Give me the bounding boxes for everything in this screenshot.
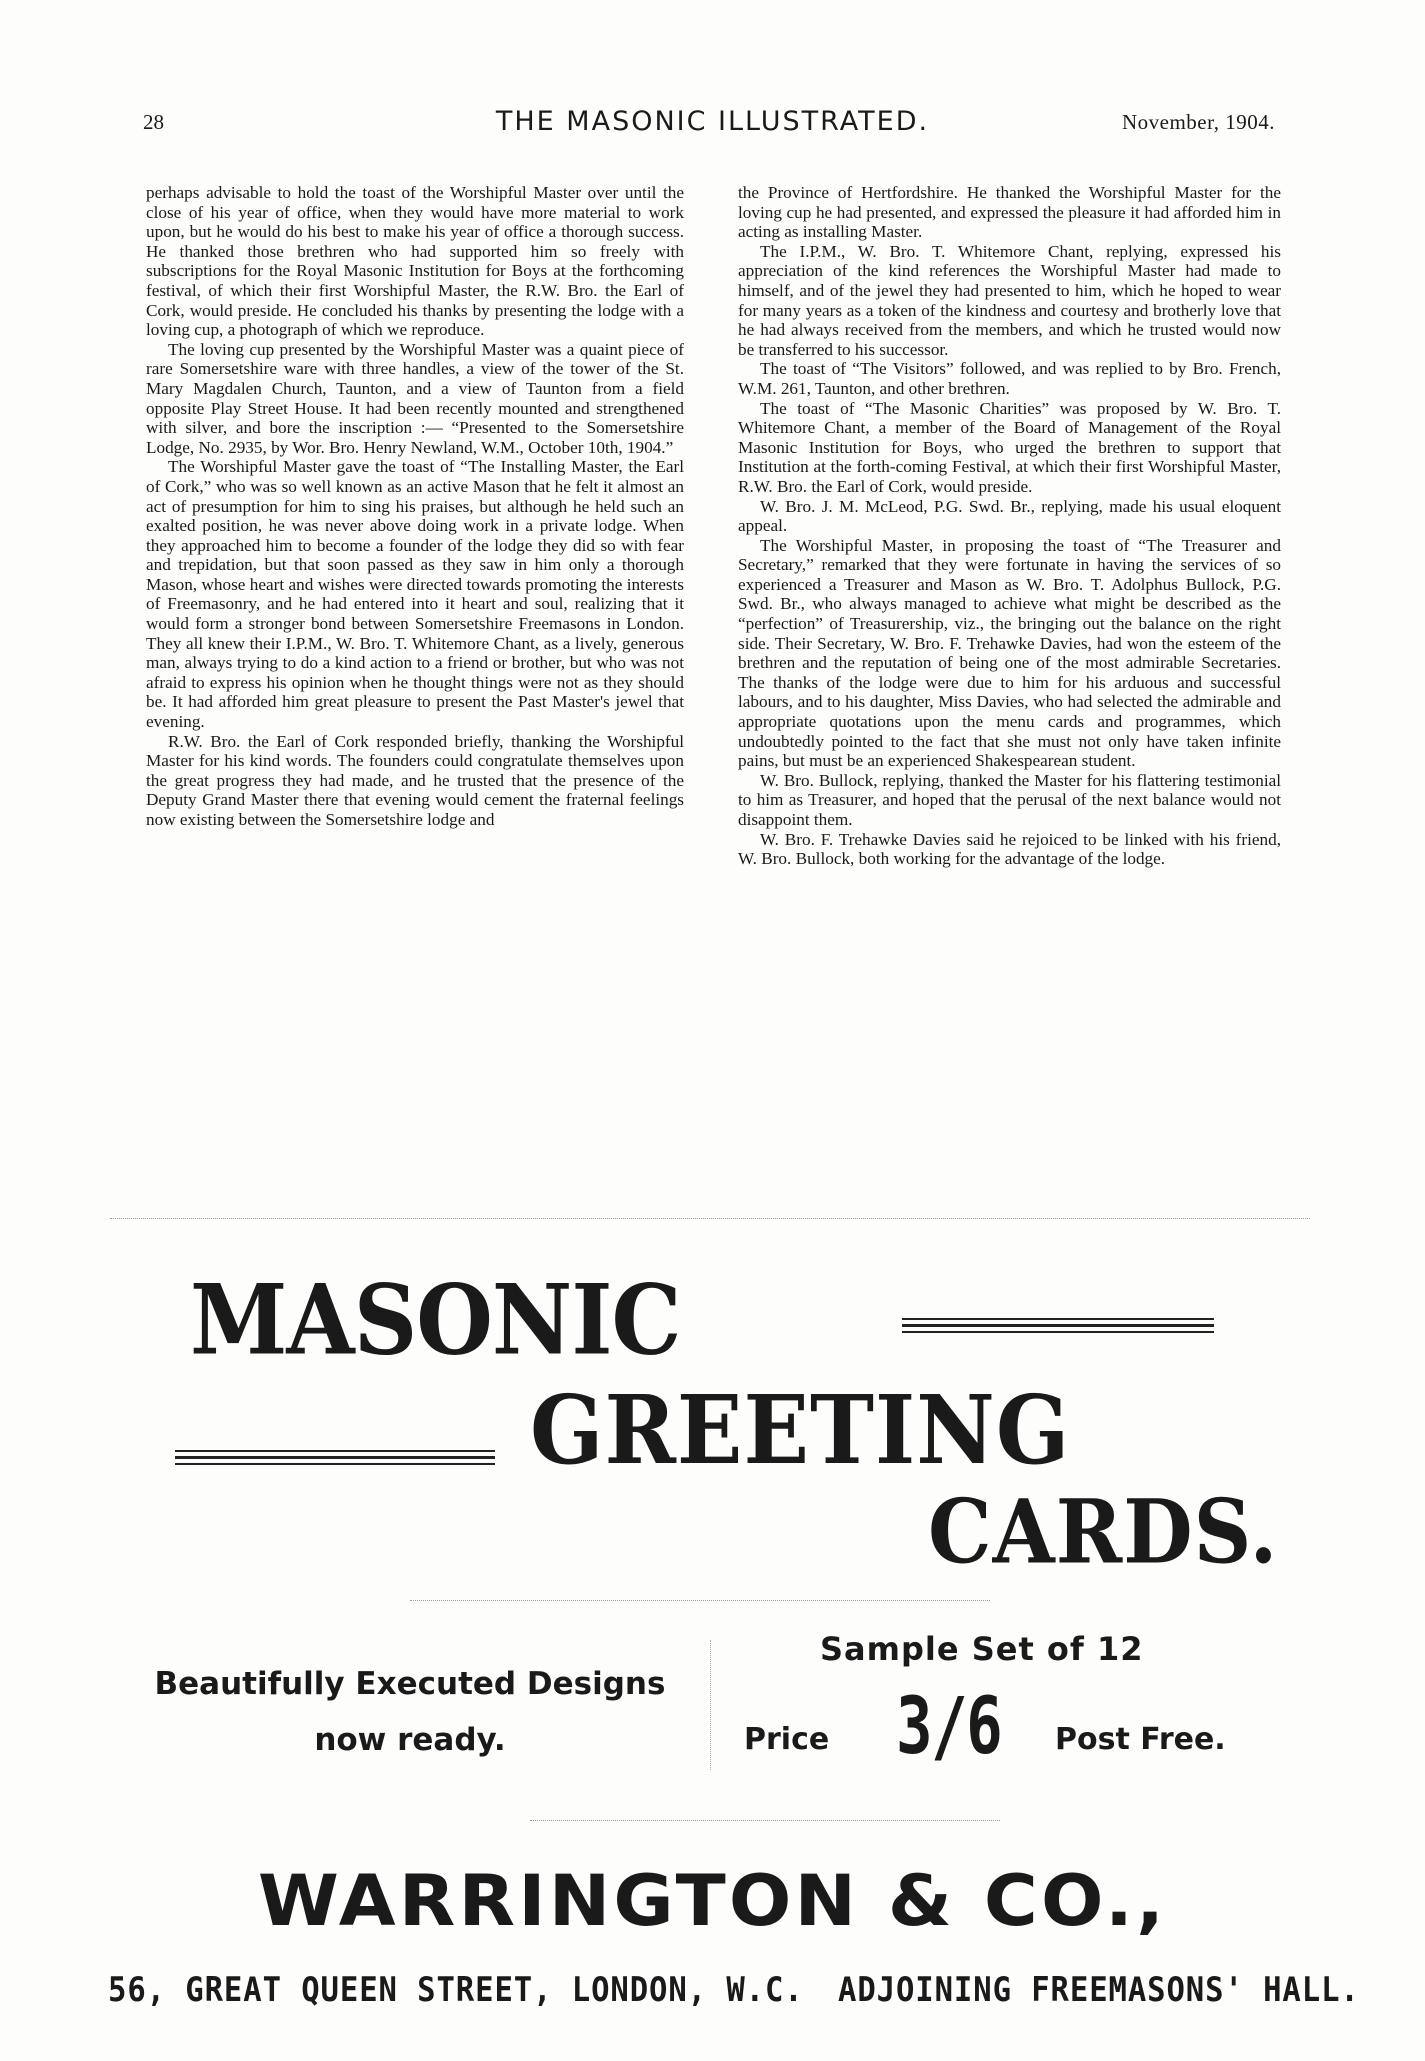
ad-designs-line1: Beautifully Executed Designs <box>154 1666 666 1702</box>
ad-headline-cards: CARDS. <box>928 1480 1279 1584</box>
ad-price-label: Price <box>744 1722 830 1757</box>
article-paragraph: perhaps advisable to hold the toast of the Worshipful Master over until the close of his year of office, when they would have more material to work upon, but he would do his best to make his year of office a thorough success. He thanked those brethren who had supported him so freely with subscriptions for the Royal Masonic Institution for Boys at the forthcoming festival, of which their first Worshipful Master, the R.W. Bro. the Earl of Cork, would preside. He concluded his thanks by presenting the lodge with a loving cup, a photograph of which we reproduce. <box>146 183 684 340</box>
publication-title: THE MASONIC ILLUSTRATED. <box>495 106 930 137</box>
ad-post-free: Post Free. <box>1055 1722 1226 1757</box>
ad-address: 56, GREAT QUEEN STREET, LONDON, W.C. <box>108 1970 804 2010</box>
ad-column-divider <box>710 1640 711 1770</box>
article-paragraph: The toast of “The Masonic Charities” was proposed by W. Bro. T. Whitemore Chant, a member of the Board of Management of the Royal Masonic Institution for Boys, who urged the brethren to support that Institution at the forth-coming Festival, at which their first Worshipful Master, R.W. Bro. the Earl of Cork, would preside. <box>738 398 1281 496</box>
article-paragraph: W. Bro. F. Trehawke Davies said he rejoiced to be linked with his friend, W. Bro. Bullock, both working for the advantage of the lodge. <box>738 829 1281 869</box>
ad-adjoining: ADJOINING FREEMASONS' HALL. <box>838 1970 1360 2010</box>
page-number: 28 <box>143 110 164 134</box>
article-end-divider <box>110 1218 1310 1219</box>
decorative-rule <box>902 1318 1214 1337</box>
article-paragraph: the Province of Hertfordshire. He thanked the Worshipful Master for the loving cup he had presented, and expressed the pleasure it had afforded him in acting as installing Master. <box>738 183 1281 242</box>
article-paragraph: R.W. Bro. the Earl of Cork responded briefly, thanking the Worshipful Master for his kind words. The founders could congratulate themselves upon the great progress they had made, and he trusted that the presence of the Deputy Grand Master there that evening would cement the fraternal feelings now existing between the Somersetshire lodge and <box>146 731 684 829</box>
page-header <box>0 106 1425 146</box>
ad-designs-line2: now ready. <box>314 1722 506 1758</box>
article-right-column <box>738 183 1281 869</box>
article-paragraph: The Worshipful Master gave the toast of “The Installing Master, the Earl of Cork,” who was so well known as an active Mason that he felt it almost an act of presumption for him to sing his praises, but although he held such an exalted position, he was never above doing work in a private lodge. When they approached him to become a founder of the lodge they did so with fear and trepidation, but that soon passed as they saw in him only a thorough Mason, whose heart and wishes were directed towards promoting the interests of Freemasonry, and he had entered into it heart and soul, realizing that it would form a stronger bond between Somersetshire Freemasons in London. They all knew their I.P.M., W. Bro. T. Whitemore Chant, as a lively, generous man, always trying to do a kind action to a friend or brother, but who was not afraid to express his opinion when he thought things were not as they should be. It had afforded him great pleasure to present the Past Master's jewel that evening. <box>146 457 684 732</box>
article-left-column <box>146 183 684 830</box>
ad-divider <box>530 1820 1000 1821</box>
ad-headline-greeting: GREETING <box>530 1375 1071 1487</box>
issue-date: November, 1904. <box>1121 110 1275 134</box>
ad-price: 3/6 <box>896 1682 1002 1772</box>
article-paragraph: W. Bro. J. M. McLeod, P.G. Swd. Br., replying, made his usual eloquent appeal. <box>738 496 1281 536</box>
article-paragraph: The I.P.M., W. Bro. T. Whitemore Chant, replying, expressed his appreciation of the kind references the Worshipful Master had made to himself, and of the jewel they had presented to him, which he hoped to wear for many years as a token of the kindness and courtesy and brotherly love that he had always received from the members, and which he trusted would now be transferred to his successor. <box>738 241 1281 359</box>
decorative-rule <box>175 1450 495 1469</box>
article-paragraph: W. Bro. Bullock, replying, thanked the Master for his flattering testimonial to him as Treasurer, and hoped that the perusal of the next balance would not disappoint them. <box>738 770 1281 829</box>
ad-headline-masonic: MASONIC <box>190 1262 681 1377</box>
article-paragraph: The toast of “The Visitors” followed, and was replied to by Bro. French, W.M. 261, Taunton, and other brethren. <box>738 359 1281 398</box>
ad-company-name: WARRINGTON & CO., <box>257 1860 1168 1942</box>
ad-sample-set: Sample Set of 12 <box>820 1630 1144 1668</box>
ad-divider <box>410 1600 990 1601</box>
article-paragraph: The loving cup presented by the Worshipful Master was a quaint piece of rare Somersetshire ware with three handles, a view of the tower of the St. Mary Magdalen Church, Taunton, and a view of Taunton from a field opposite Play Street House. It had been recently mounted and strengthened with silver, and bore the inscription :— “Presented to the Somersetshire Lodge, No. 2935, by Wor. Bro. Henry Newland, W.M., October 10th, 1904.” <box>146 339 684 457</box>
article-paragraph: The Worshipful Master, in proposing the toast of “The Treasurer and Secretary,” remarked that they were fortunate in having the services of so experienced a Treasurer and Mason as W. Bro. T. Adolphus Bullock, P.G. Swd. Br., who always managed to achieve what might be described as the “perfection” of Treasurership, viz., the bringing out the balance on the right side. Their Secretary, W. Bro. F. Trehawke Davies, had won the esteem of the brethren and the reputation of being one of the most admirable Secretaries. The thanks of the lodge were due to him for his arduous and successful labours, and to his daughter, Miss Davies, who had selected the admirable and appropriate quotations upon the menu cards and programmes, which undoubtedly pointed to the fact that she must not only have taken infinite pains, but must be an experienced Shakespearean student. <box>738 535 1281 771</box>
